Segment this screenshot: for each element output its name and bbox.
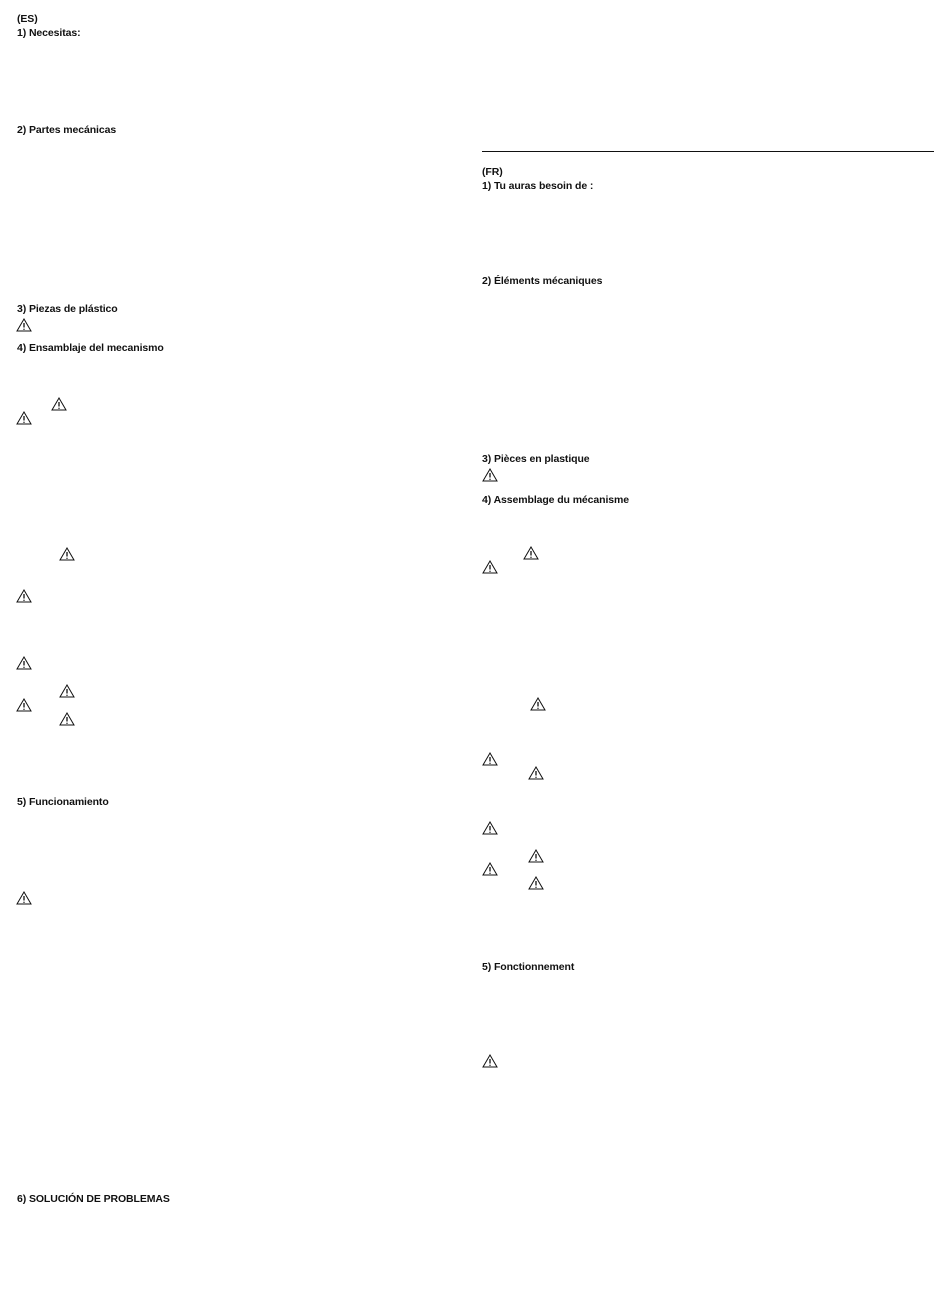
- warning-triangle-icon: [482, 560, 498, 574]
- warning-triangle-icon: [59, 712, 75, 726]
- warning-triangle-icon: [16, 589, 32, 603]
- warning-triangle-icon: [59, 547, 75, 561]
- fr-language-label: (FR): [482, 166, 503, 178]
- es-language-label: (ES): [17, 13, 38, 25]
- fr-heading-4: 4) Assemblage du mécanisme: [482, 494, 629, 506]
- es-heading-5: 5) Funcionamiento: [17, 796, 109, 808]
- warning-triangle-icon: [51, 397, 67, 411]
- fr-heading-2: 2) Éléments mécaniques: [482, 275, 603, 287]
- fr-heading-3: 3) Pièces en plastique: [482, 453, 590, 465]
- warning-triangle-icon: [482, 862, 498, 876]
- warning-triangle-icon: [16, 318, 32, 332]
- warning-triangle-icon: [528, 876, 544, 890]
- warning-triangle-icon: [482, 468, 498, 482]
- warning-triangle-icon: [482, 821, 498, 835]
- es-heading-6: 6) SOLUCIÓN DE PROBLEMAS: [17, 1193, 170, 1205]
- warning-triangle-icon: [16, 656, 32, 670]
- fr-heading-1: 1) Tu auras besoin de :: [482, 180, 594, 192]
- fr-heading-5: 5) Fonctionnement: [482, 961, 575, 973]
- es-heading-4: 4) Ensamblaje del mecanismo: [17, 342, 164, 354]
- section-divider: [482, 151, 934, 152]
- warning-triangle-icon: [528, 766, 544, 780]
- warning-triangle-icon: [59, 684, 75, 698]
- warning-triangle-icon: [16, 698, 32, 712]
- warning-triangle-icon: [482, 1054, 498, 1068]
- warning-triangle-icon: [523, 546, 539, 560]
- es-heading-1: 1) Necesitas:: [17, 27, 81, 39]
- es-heading-3: 3) Piezas de plástico: [17, 303, 118, 315]
- warning-triangle-icon: [528, 849, 544, 863]
- warning-triangle-icon: [16, 891, 32, 905]
- warning-triangle-icon: [16, 411, 32, 425]
- warning-triangle-icon: [530, 697, 546, 711]
- warning-triangle-icon: [482, 752, 498, 766]
- es-heading-2: 2) Partes mecánicas: [17, 124, 117, 136]
